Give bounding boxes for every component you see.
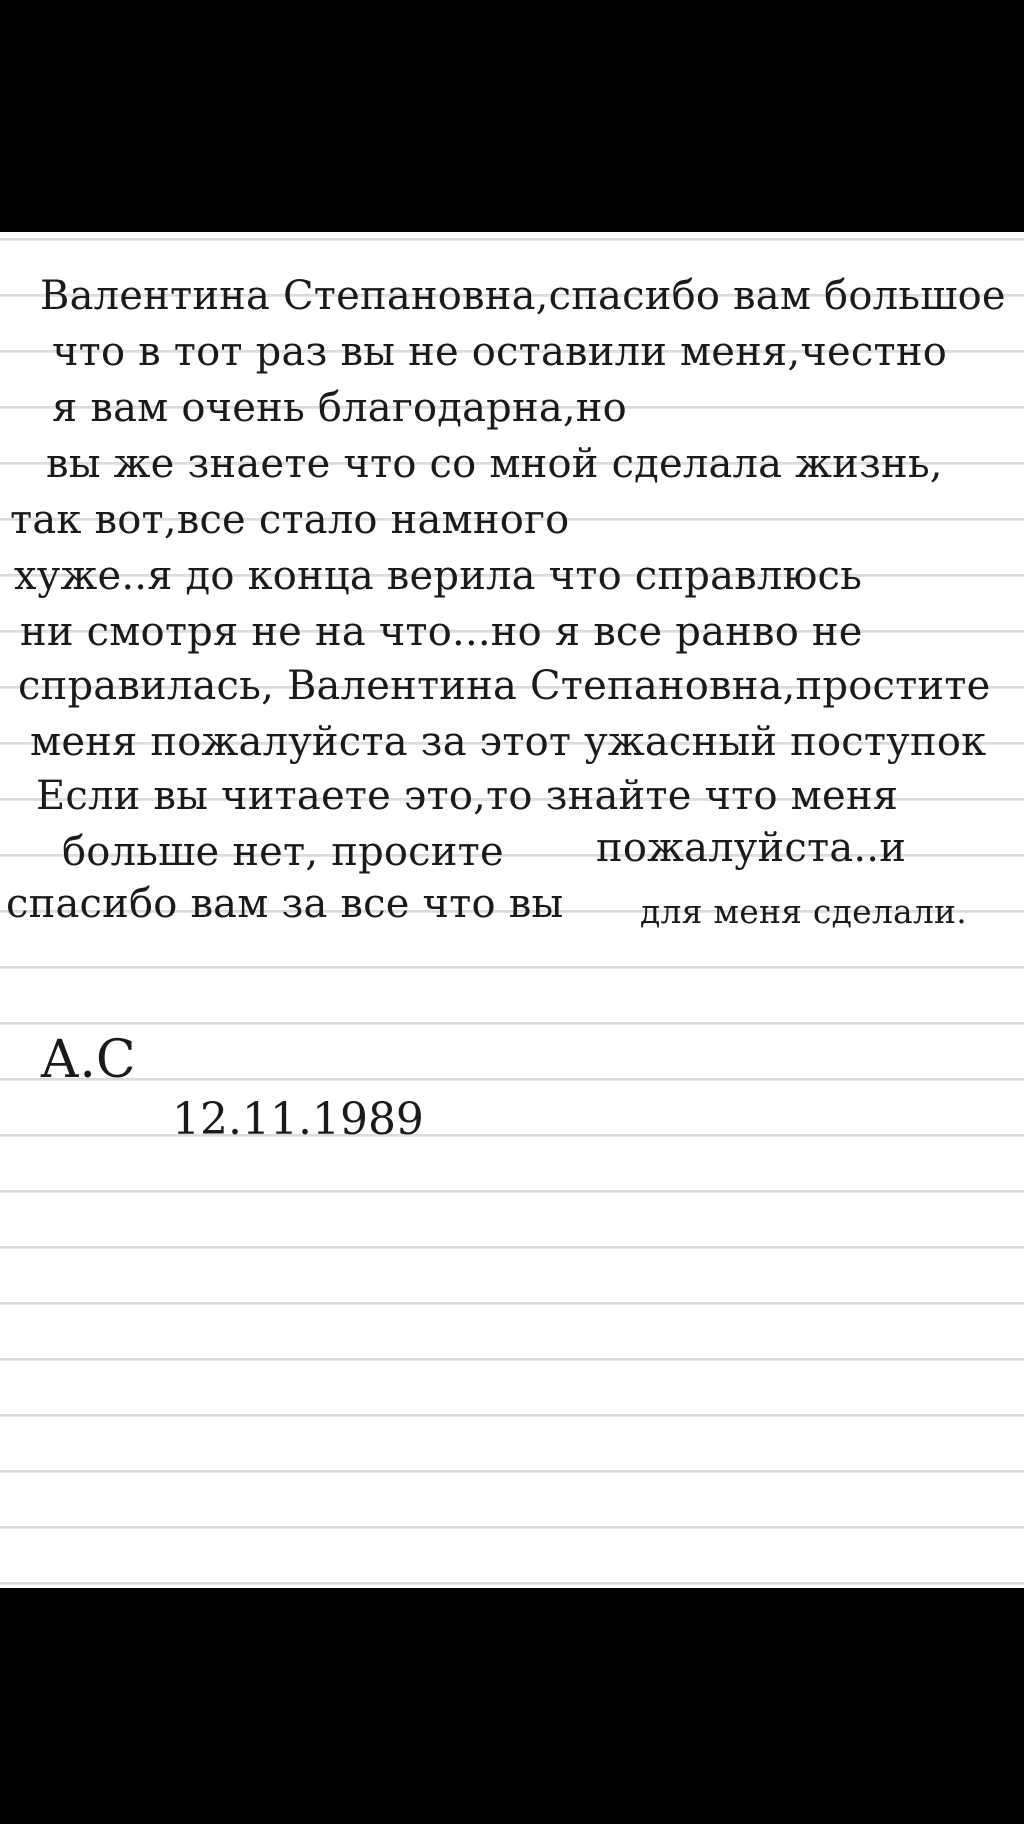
letter-line: больше нет, просите (62, 829, 504, 875)
letter-line: ни смотря не на что...но я все ранво не (20, 609, 863, 655)
paper-rule (0, 1526, 1024, 1529)
letter-date: 12.11.1989 (172, 1094, 424, 1145)
paper-rule (0, 1134, 1024, 1137)
paper-rule (0, 1078, 1024, 1081)
letter-line: меня пожалуйста за этот ужасный поступок (30, 719, 987, 765)
paper-rule (0, 966, 1024, 969)
paper-rule (0, 1302, 1024, 1305)
paper-rule (0, 1358, 1024, 1361)
letter-line: спасибо вам за все что вы (6, 881, 564, 927)
letter-line: я вам очень благодарна,но (52, 385, 627, 431)
paper-rule (0, 238, 1024, 241)
paper-rule (0, 1582, 1024, 1585)
letter-line: хуже..я до конца верила что справлюсь (14, 553, 863, 599)
letter-line: Валентина Степановна,спасибо вам большое (40, 273, 1006, 319)
paper-rule (0, 1190, 1024, 1193)
paper-rule (0, 1246, 1024, 1249)
paper-rule (0, 1470, 1024, 1473)
letter-line: пожалуйста..и (596, 825, 907, 871)
lined-paper (0, 232, 1024, 1588)
letter-line: Если вы читаете это,то знайте что меня (36, 773, 899, 819)
letter-line: так вот,все стало намного (10, 497, 570, 543)
paper-rule (0, 1022, 1024, 1025)
letter-line: что в тот раз вы не оставили меня,честно (52, 329, 947, 375)
paper-rule (0, 1414, 1024, 1417)
letter-line: справилась, Валентина Степановна,простите (18, 663, 991, 709)
letter-line: для меня сделали. (640, 892, 967, 931)
letter-line: вы же знаете что со мной сделала жизнь, (46, 441, 943, 487)
signature-initials: А.С (40, 1030, 136, 1090)
